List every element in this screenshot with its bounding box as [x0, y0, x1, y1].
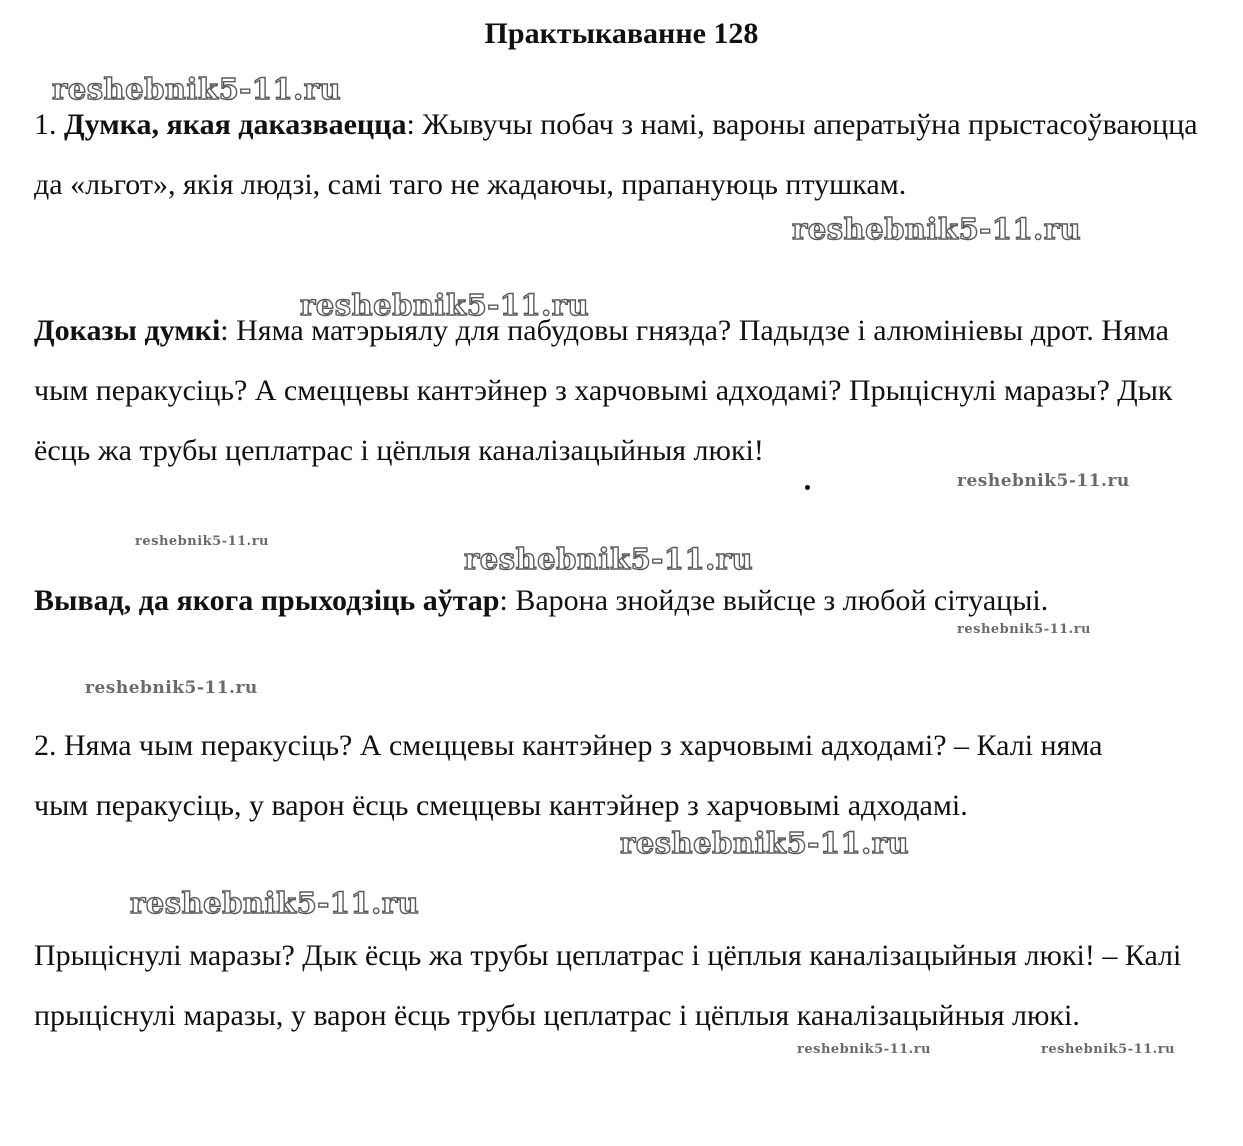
watermark: reshebnik5-11.ru [792, 212, 1082, 246]
watermark: reshebnik5-11.ru [957, 471, 1130, 491]
watermark: reshebnik5-11.ru [135, 534, 270, 549]
answer-2-text: Прыціснулі маразы? Дык ёсць жа трубы цеплатрас і цёплыя каналізацыйныя люкі! – Калі прыціснулі маразы, у варон ёсць трубы цеплатрас і цёплыя каналізацыйныя люкі. [34, 939, 1182, 1032]
paragraph-conclusion [34, 571, 1114, 631]
speck-dot [805, 485, 810, 490]
watermark: reshebnik5-11.ru [797, 1042, 932, 1057]
conclusion-text: : Варона знойдзе выйсце з любой сітуацыі. [499, 584, 1049, 617]
watermark: reshebnik5-11.ru [1041, 1042, 1176, 1057]
watermark: reshebnik5-11.ru [85, 678, 258, 698]
paragraph-thesis [34, 95, 1224, 215]
thesis-number: 1. [34, 108, 57, 141]
watermark: reshebnik5-11.ru [464, 542, 754, 576]
watermark: reshebnik5-11.ru [52, 72, 342, 106]
arguments-text: : Няма матэрыялу для пабудовы гнязда? Падыдзе і алюмініевы дрот. Няма чым перакусіць? А смеццевы кантэйнер з харчовымі адходамі? Прыціснулі маразы? Дык ёсць жа трубы цеплатрас і цёплыя каналізацыйныя люкі! [34, 314, 1173, 467]
paragraph-answer-1 [34, 716, 1164, 836]
conclusion-label: Вывад, да якога прыходзіць аўтар [34, 584, 500, 617]
watermark: reshebnik5-11.ru [300, 288, 590, 322]
arguments-label: Доказы думкі [34, 314, 221, 347]
watermark: reshebnik5-11.ru [620, 826, 910, 860]
watermark: reshebnik5-11.ru [130, 886, 420, 920]
answer-1-text: 2. Няма чым перакусіць? А смеццевы кантэйнер з харчовымі адходамі? – Калі няма чым перакусіць, у варон ёсць смеццевы кантэйнер з харчовымі адходамі. [34, 729, 1103, 822]
thesis-text: : Жывучы побач з намі, вароны апeратыўна прыстасоўваюцца да «льгот», якія людзі, самі таго не жадаючы, прапануюць птушкам. [34, 108, 1198, 201]
paragraph-answer-2 [34, 926, 1224, 1046]
thesis-label: Думка, якая даказваецца [64, 108, 407, 141]
watermark: reshebnik5-11.ru [957, 622, 1092, 637]
page-title: Практыкаванне 128 [484, 17, 759, 50]
paragraph-arguments [34, 301, 1224, 481]
